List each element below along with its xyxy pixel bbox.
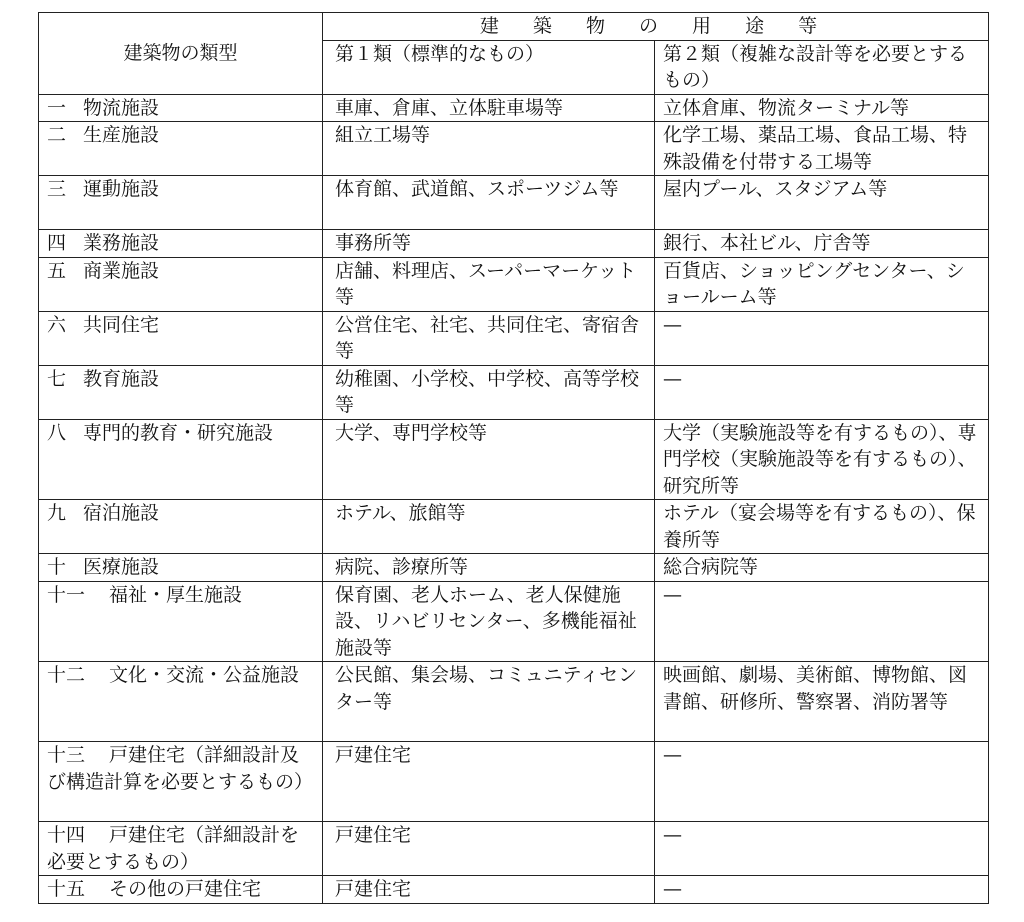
row-class1-cell: 店舗、料理店、スーパーマーケット等 xyxy=(323,257,655,311)
row-type-name: 福祉・厚生施設 xyxy=(109,583,243,606)
table-row xyxy=(39,876,989,904)
row-class2-cell: 化学工場、薬品工場、食品工場、特殊設備を付帯する工場等 xyxy=(655,122,989,176)
row-number: 四 xyxy=(47,232,67,254)
table-row xyxy=(39,554,989,582)
row-type-name: その他の戸建住宅 xyxy=(109,878,262,900)
row-number: 七 xyxy=(47,367,67,390)
row-class2-cell: — xyxy=(655,876,989,904)
row-type-cell xyxy=(39,311,323,365)
row-type-cell xyxy=(39,554,323,582)
table-row xyxy=(39,176,989,230)
row-class2-cell: — xyxy=(655,581,989,662)
row-number: 十 xyxy=(47,556,67,578)
building-classification-table xyxy=(38,12,989,904)
row-number: 十四 xyxy=(47,824,86,846)
row-number: 十一 xyxy=(47,583,86,606)
row-type-cell xyxy=(39,365,323,419)
row-type-name: 戸建住宅（詳細設計を必要とするもの） xyxy=(47,824,300,873)
header-row xyxy=(39,13,989,41)
row-number: 五 xyxy=(47,259,67,282)
table-row xyxy=(39,822,989,876)
row-class2-cell: — xyxy=(655,742,989,822)
row-class2-cell: 大学（実験施設等を有するもの）、専門学校（実験施設等を有するもの）、研究所等 xyxy=(655,419,989,500)
row-class1-cell: 大学、専門学校等 xyxy=(323,419,655,500)
row-class1-cell: 事務所等 xyxy=(323,230,655,258)
row-class1-cell: 車庫、倉庫、立体駐車場等 xyxy=(323,94,655,122)
row-number: 十三 xyxy=(47,744,86,766)
table-row xyxy=(39,365,989,419)
header-class-1: 第１類（標準的なもの） xyxy=(323,40,655,94)
row-type-cell xyxy=(39,419,323,500)
table-row xyxy=(39,257,989,311)
row-type-name: 物流施設 xyxy=(83,96,160,119)
row-class2-cell: — xyxy=(655,822,989,876)
table-row xyxy=(39,122,989,176)
row-type-name: 戸建住宅（詳細設計及び構造計算を必要とするもの） xyxy=(47,744,314,793)
row-type-cell xyxy=(39,876,323,904)
row-type-name: 医療施設 xyxy=(83,556,160,578)
table-row xyxy=(39,230,989,258)
row-class1-cell: 保育園、老人ホーム、老人保健施設、リハビリセンター、多機能福祉施設等 xyxy=(323,581,655,662)
row-number: 九 xyxy=(47,502,67,524)
row-class2-cell: 百貨店、ショッピングセンター、ショールーム等 xyxy=(655,257,989,311)
row-type-name: 専門的教育・研究施設 xyxy=(83,421,274,444)
row-number: 三 xyxy=(47,178,67,200)
table-row xyxy=(39,662,989,742)
row-type-name: 商業施設 xyxy=(83,259,160,282)
document-page xyxy=(38,12,989,904)
row-type-cell xyxy=(39,230,323,258)
row-type-cell xyxy=(39,122,323,176)
row-class2-cell: 屋内プール、スタジアム等 xyxy=(655,176,989,230)
row-type-name: 宿泊施設 xyxy=(83,502,160,524)
row-class1-cell: 体育館、武道館、スポーツジム等 xyxy=(323,176,655,230)
table-row xyxy=(39,94,989,122)
row-class2-cell: 総合病院等 xyxy=(655,554,989,582)
row-number: 十五 xyxy=(47,878,86,900)
row-type-cell xyxy=(39,581,323,662)
row-class2-cell: — xyxy=(655,365,989,419)
row-number: 六 xyxy=(47,313,67,336)
row-class1-cell: 戸建住宅 xyxy=(323,742,655,822)
row-number: 二 xyxy=(47,124,67,146)
row-type-name: 生産施設 xyxy=(83,124,160,146)
header-class-2: 第２類（複雑な設計等を必要とするもの） xyxy=(655,40,989,94)
table-row xyxy=(39,419,989,500)
row-type-cell xyxy=(39,176,323,230)
row-type-cell xyxy=(39,662,323,742)
row-class1-cell: 病院、診療所等 xyxy=(323,554,655,582)
row-class1-cell: 公営住宅、社宅、共同住宅、寄宿舎等 xyxy=(323,311,655,365)
row-class2-cell: 映画館、劇場、美術館、博物館、図書館、研修所、警察署、消防署等 xyxy=(655,662,989,742)
row-number: 十二 xyxy=(47,664,86,686)
row-number: 一 xyxy=(47,96,67,119)
row-type-cell xyxy=(39,742,323,822)
row-type-name: 文化・交流・公益施設 xyxy=(109,664,300,686)
row-number: 八 xyxy=(47,421,67,444)
row-class1-cell: 幼稚園、小学校、中学校、高等学校等 xyxy=(323,365,655,419)
row-class2-cell: ホテル（宴会場等を有するもの）、保養所等 xyxy=(655,500,989,554)
row-class2-cell: 立体倉庫、物流ターミナル等 xyxy=(655,94,989,122)
table-row xyxy=(39,311,989,365)
table-row xyxy=(39,500,989,554)
row-class2-cell: 銀行、本社ビル、庁舎等 xyxy=(655,230,989,258)
row-class1-cell: 公民館、集会場、コミュニティセンター等 xyxy=(323,662,655,742)
header-building-type: 建築物の類型 xyxy=(39,13,323,95)
row-class1-cell: ホテル、旅館等 xyxy=(323,500,655,554)
row-type-name: 教育施設 xyxy=(83,367,160,390)
row-type-name: 運動施設 xyxy=(83,178,160,200)
row-type-name: 業務施設 xyxy=(83,232,160,254)
row-type-cell xyxy=(39,257,323,311)
table-row xyxy=(39,742,989,822)
row-type-name: 共同住宅 xyxy=(83,313,160,336)
row-type-cell xyxy=(39,500,323,554)
table-row xyxy=(39,581,989,662)
header-building-uses: 建 築 物 の 用 途 等 xyxy=(323,13,989,41)
row-class1-cell: 組立工場等 xyxy=(323,122,655,176)
row-type-cell xyxy=(39,822,323,876)
row-class1-cell: 戸建住宅 xyxy=(323,876,655,904)
row-type-cell xyxy=(39,94,323,122)
row-class1-cell: 戸建住宅 xyxy=(323,822,655,876)
row-class2-cell: — xyxy=(655,311,989,365)
